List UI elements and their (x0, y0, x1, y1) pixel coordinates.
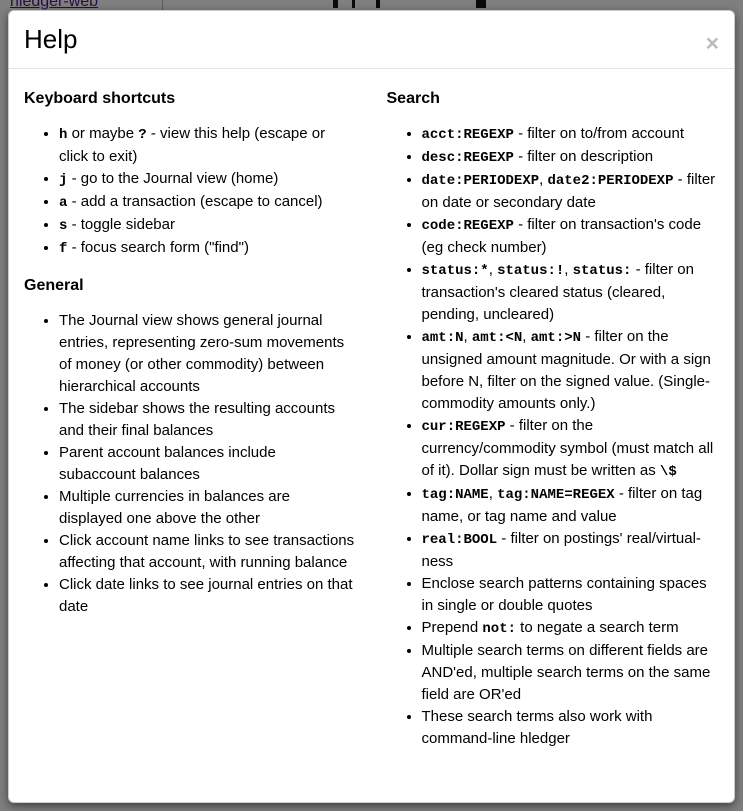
code-term: a (59, 195, 68, 211)
code-term: code:REGEXP (421, 218, 514, 234)
list-item (422, 617, 720, 640)
list-item (422, 259, 720, 326)
section-heading: General (24, 277, 84, 294)
section-keyboard-shortcuts (24, 89, 357, 260)
columns-row (9, 89, 734, 762)
text-fragment: - filter on date or secondary date (421, 171, 716, 211)
text-fragment: - filter on tag name, or tag name and value (421, 485, 703, 525)
search-syntax-list (387, 123, 720, 750)
list-item (422, 640, 720, 706)
section-general (24, 276, 357, 618)
general-list (24, 310, 357, 618)
list-item (422, 326, 720, 415)
list-item (59, 191, 357, 214)
list-item (422, 169, 720, 214)
section-heading: Keyboard shortcuts (24, 90, 176, 107)
text-fragment: - filter on description (513, 148, 654, 165)
text-fragment: to negate a search term (516, 619, 679, 636)
list-item (422, 528, 720, 573)
code-term: desc:REGEXP (421, 150, 514, 166)
code-term: cur:REGEXP (421, 419, 506, 435)
text-fragment: - view this help (escape or click to exit) (59, 125, 326, 165)
code-term: s (59, 218, 68, 234)
list-item (59, 486, 357, 530)
code-term: amt:N (421, 330, 464, 346)
text-fragment: - filter on postings' real/virtual-ness (421, 530, 701, 570)
list-item (59, 168, 357, 191)
code-term: \$ (659, 464, 677, 480)
text-fragment: - focus search form ("find") (67, 239, 249, 256)
text-fragment: , (539, 171, 548, 188)
list-item (59, 574, 357, 618)
list-item (422, 415, 720, 483)
text-fragment: - add a transaction (escape to cancel) (67, 193, 323, 210)
modal-header (9, 11, 734, 69)
text-fragment: Multiple search terms on different fields are AND'ed, multiple search terms on the same field are OR'ed (421, 642, 711, 703)
list-item (422, 123, 720, 146)
code-term: status:* (421, 263, 489, 279)
text-fragment: , (488, 261, 498, 278)
code-term: j (59, 172, 68, 188)
text-fragment: Click account name links to see transactions affecting that account, with running balance (59, 532, 355, 571)
list-item (59, 530, 357, 574)
text-fragment: Enclose search patterns containing spaces in single or double quotes (421, 575, 707, 614)
code-term: acct:REGEXP (421, 127, 514, 143)
list-item (59, 123, 357, 168)
code-term: tag:NAME (421, 487, 489, 503)
text-fragment: Prepend (421, 619, 483, 636)
text-fragment: - filter on transaction's cleared status (cleared, pending, uncleared) (421, 261, 694, 323)
text-fragment: or maybe (67, 125, 139, 142)
code-term: not: (482, 621, 516, 637)
code-term: ? (138, 127, 147, 143)
text-fragment: - filter on to/from account (513, 125, 684, 142)
right-column (372, 89, 735, 762)
list-item (59, 237, 357, 260)
left-column (9, 89, 372, 762)
modal-title: Help (24, 24, 78, 54)
modal-body (9, 69, 734, 802)
code-term: date:PERIODEXP (421, 173, 540, 189)
text-fragment: Multiple currencies in balances are displayed one above the other (59, 488, 290, 527)
code-term: status:! (497, 263, 565, 279)
list-item (59, 214, 357, 237)
keyboard-shortcuts-list (24, 123, 357, 260)
text-fragment: - filter on transaction's code (eg check number) (421, 216, 702, 256)
text-fragment: Click date links to see journal entries on that date (59, 576, 353, 615)
code-term: date2:PERIODEXP (547, 173, 674, 189)
list-item (422, 573, 720, 617)
code-term: status: (572, 263, 632, 279)
text-fragment: - go to the Journal view (home) (67, 170, 279, 187)
list-item (422, 214, 720, 259)
list-item (422, 483, 720, 528)
help-modal (8, 10, 735, 803)
text-fragment: These search terms also work with command-line hledger (421, 708, 653, 747)
list-item (422, 146, 720, 169)
list-item (422, 706, 720, 750)
list-item (59, 310, 357, 398)
text-fragment: , (522, 328, 531, 345)
code-term: real:BOOL (421, 532, 498, 548)
text-fragment: , (463, 328, 472, 345)
list-item (59, 442, 357, 486)
text-fragment: , (488, 485, 498, 502)
section-heading: Search (386, 90, 440, 107)
code-term: amt:>N (530, 330, 582, 346)
code-term: f (59, 241, 68, 257)
text-fragment: - toggle sidebar (67, 216, 175, 233)
close-icon[interactable]: × (705, 30, 719, 56)
code-term: h (59, 127, 68, 143)
section-search (387, 89, 720, 750)
text-fragment: - filter on the currency/commodity symbol (must match all of it). Dollar sign must be written as (421, 417, 714, 479)
text-fragment: , (564, 261, 573, 278)
code-term: tag:NAME=REGEX (497, 487, 615, 503)
list-item (59, 398, 357, 442)
text-fragment: The sidebar shows the resulting accounts and their final balances (59, 400, 335, 439)
text-fragment: Parent account balances include subaccount balances (59, 444, 276, 483)
code-term: amt:<N (471, 330, 523, 346)
text-fragment: The Journal view shows general journal entries, representing zero-sum movements of money (or other commodity) between hierarchical accounts (59, 312, 345, 395)
text-fragment: - filter on the unsigned amount magnitude. Or with a sign before N, filter on the signed value. (Single-commodity amounts only.) (421, 328, 711, 412)
